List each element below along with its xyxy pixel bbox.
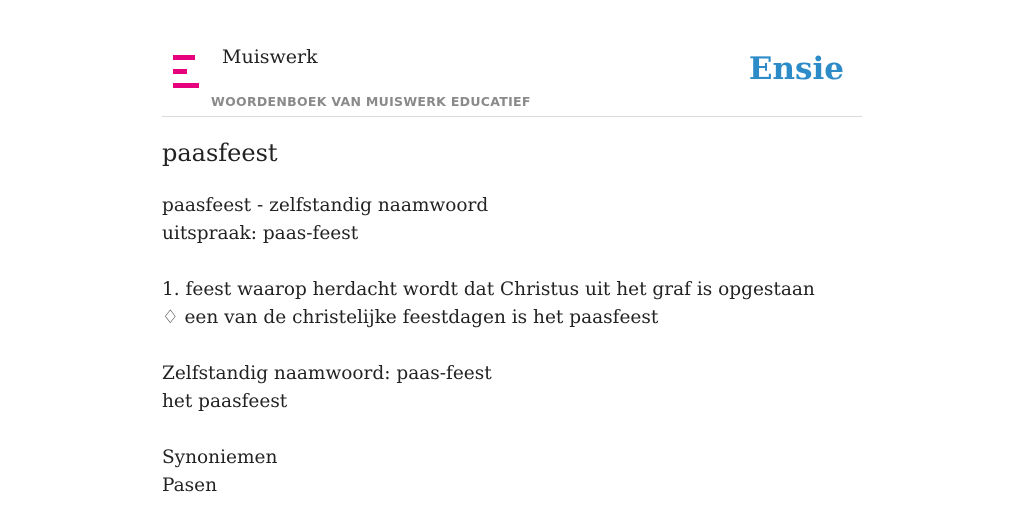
dictionary-brand-name[interactable]: Muiswerk (222, 46, 318, 68)
entry-line-article: het paasfeest (162, 391, 288, 412)
logo-bar-top (173, 55, 195, 60)
logo-bar-bottom (173, 83, 199, 88)
synonym-item: Pasen (162, 475, 218, 496)
entry-line-definition: 1. feest waarop herdacht wordt dat Christus uit het graf is opgestaan (162, 279, 815, 300)
entry-line-spacer (162, 332, 862, 360)
dictionary-subtitle: WOORDENBOEK VAN MUISWERK EDUCATIEF (211, 94, 531, 109)
entry-content (162, 192, 862, 500)
entry-title: paasfeest (162, 139, 278, 167)
ensie-logo[interactable]: Ensie (748, 51, 844, 87)
entry-line-noun-syllables: Zelfstandig naamwoord: paas-feest (162, 363, 492, 384)
muiswerk-logo-icon[interactable] (173, 55, 199, 88)
entry-line-pronunciation: uitspraak: paas-feest (162, 223, 359, 244)
synonyms-heading: Synoniemen (162, 447, 278, 468)
entry-line-word-class: paasfeest - zelfstandig naamwoord (162, 195, 489, 216)
page-header (162, 0, 862, 117)
logo-bar-middle (173, 69, 187, 74)
entry-line-example: ♢ een van de christelijke feestdagen is het paasfeest (162, 307, 659, 328)
entry-line-spacer (162, 416, 862, 444)
entry-line-spacer (162, 248, 862, 276)
